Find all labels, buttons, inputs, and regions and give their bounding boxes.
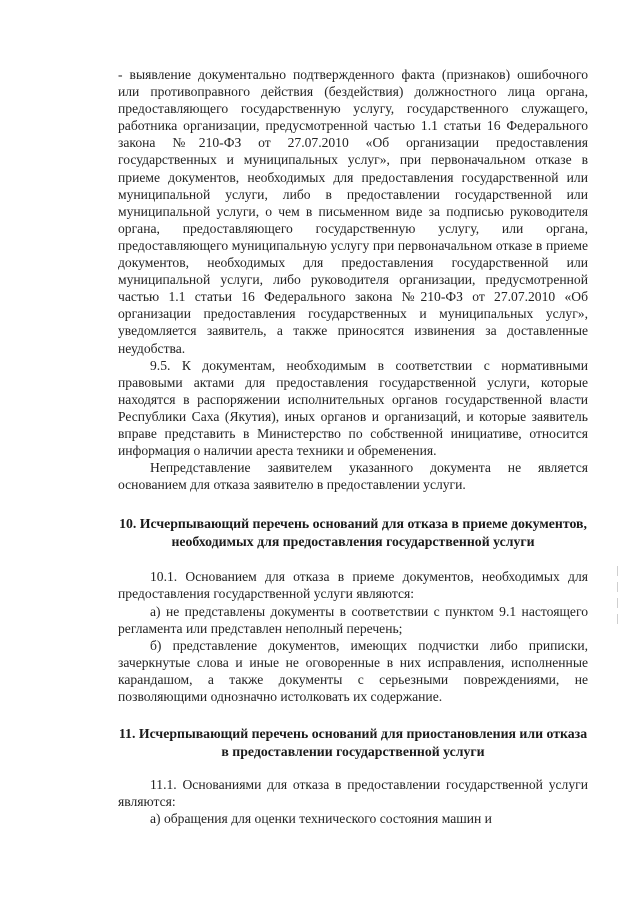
document-body bbox=[118, 66, 588, 827]
scan-mark bbox=[617, 582, 618, 592]
scan-mark bbox=[617, 598, 618, 608]
section-11-heading: 11. Исчерпывающий перечень оснований для приостановления или отказа в предоставлении государственной услуги bbox=[118, 726, 588, 759]
paragraph-10-1-b: б) представление документов, имеющих подчистки либо приписки, зачеркнутые слова и иные не оговоренные в них исправления, исполненные карандашом, а также документы с серьезными повреждениями, не позволяющими однозначно истолковать их содержание. bbox=[118, 637, 588, 704]
paragraph-10-1: 10.1. Основанием для отказа в приеме документов, необходимых для предоставления государственной услуги являются: bbox=[118, 569, 588, 602]
paragraph-nonsubmission: Непредставление заявителем указанного документа не является основанием для отказа заявителю в предоставлении услуги. bbox=[118, 460, 588, 493]
paragraph-9-5: 9.5. К документам, необходимым в соответствии с нормативными правовыми актами для предоставления государственной услуги, которые находятся в распоряжении исполнительных органов государственной власти Республики Саха (Якутия), иных органов и организаций, и которые заявитель вправе представить в Министерство по собственной инициативе, относится информация о наличии ареста техники и обременения. bbox=[118, 357, 588, 459]
paragraph-10-1-a: а) не представлены документы в соответствии с пунктом 9.1 настоящего регламента или представлен неполный перечень; bbox=[118, 603, 588, 636]
paragraph-error-detection: - выявление документально подтвержденного факта (признаков) ошибочного или противоправного действия (бездействия) должностного лица органа, предоставляющего государственную услугу, государственного служащего, работника организации, предусмотренной частью 1.1 статьи 16 Федерального закона №210-ФЗ от 27.07.2010 «Об организации предоставления государственных и муниципальных услуг», при первоначальном отказе в приеме документов, необходимых для предоставления государственной или муниципальной услуги, либо в предоставлении государственной или муниципальной услуги, о чем в письменном виде за подписью руководителя органа, предоставляющего государственную услугу, или органа, предоставляющего муниципальную услугу при первоначальном отказе в приеме документов, необходимых для предоставления государственной или муниципальной услуги, либо руководителя организации, предусмотренной частью 1.1 статьи 16 Федерального закона №210-ФЗ от 27.07.2010 «Об организации предоставления государственных и муниципальных услуг», уведомляется заявитель, а также приносятся извинения за доставленные неудобства. bbox=[118, 67, 588, 356]
scan-mark bbox=[617, 566, 618, 576]
paragraph-11-1-a: а) обращения для оценки технического состояния машин и bbox=[150, 811, 492, 827]
scan-mark bbox=[617, 614, 618, 624]
margin-scan-marks bbox=[612, 560, 622, 680]
paragraph-11-1: 11.1. Основаниями для отказа в предоставлении государственной услуги являются: bbox=[118, 777, 588, 810]
section-10-heading: 10. Исчерпывающий перечень оснований для отказа в приеме документов, необходимых для предоставления государственной услуги bbox=[119, 516, 587, 549]
